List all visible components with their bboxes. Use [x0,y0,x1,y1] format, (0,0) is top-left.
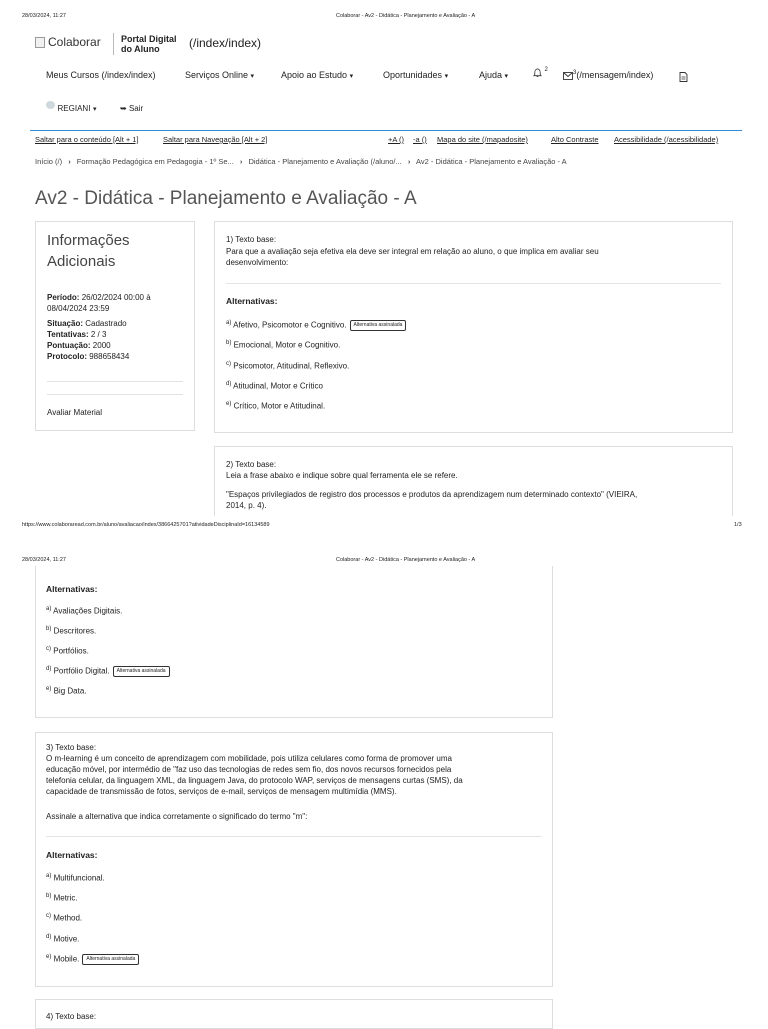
alternative-e[interactable]: $^{e)}$ Mobile. Alternativa assinalada [46,954,139,965]
alternative-c[interactable]: $^{c)}$ Psicomotor, Atitudinal, Reflexivo. [226,361,350,371]
alternatives-heading: Alternativas: [226,296,278,306]
alternative-c[interactable]: $^{c)}$ Portfólios. [46,646,89,656]
info-periodo: Período: 26/02/2024 00:00 à 08/04/2024 23:59 [47,293,151,313]
divider [113,33,114,55]
avaliar-material-link[interactable]: Avaliar Material [47,408,102,417]
print-date: 28/03/2024, 11:27 [22,13,66,19]
question-card-4 [35,999,553,1029]
question-1-text: Para que a avaliação seja efetiva ela deve ser integral em relação ao aluno, o que implica em avaliar seu desenvolvimento: [226,247,599,267]
breadcrumb-current: Av2 - Didática - Planejamento e Avaliação - A [416,157,567,166]
selected-badge: Alternativa assinalada [113,666,170,677]
breadcrumb-home[interactable]: Início (/) [35,157,63,166]
question-3-instruction: Assinale a alternativa que indica corretamente o significado do termo "m": [46,812,308,821]
document-icon[interactable] [679,69,688,87]
alternative-c[interactable]: $^{c)}$ Method. [46,913,83,923]
question-3-text: O m-learning é um conceito de aprendizagem com mobilidade, pois utiliza celulares como forma de promover uma educação móvel, por intermédio de "faz uso das tecnologias de redes sem fio, dos novos recursos fornecidos pela telefonia celular, da linguagem XML, da linguagem Java, do protocolo WAP, serviços de mensagens curtas (SMS), da capacidade de transmissão de fotos, serviços de e-mail, serviços de mensagem multimídia (MMS). [46,754,463,796]
chevron-right-icon: › [239,157,243,166]
nav-meus-cursos[interactable]: Meus Cursos (/index/index) [46,70,156,80]
alternative-e[interactable]: $^{e)}$ Crítico, Motor e Atitudinal. [226,401,326,411]
alternative-d[interactable]: $^{d)}$ Atitudinal, Motor e Crítico [226,381,323,391]
breadcrumb [35,157,567,166]
alternative-d[interactable]: $^{d)}$ Motive. [46,934,80,944]
print-footer-url: https://www.colaboraread.com.br/aluno/avaliacao/index/3866425701?atividadeDisciplinaId=16134589 [22,522,270,528]
question-card-2-continued [35,566,553,718]
selected-badge: Alternativa assinalada [350,320,407,331]
print-title: Colaborar - Av2 - Didática - Planejamento e Avaliação - A [336,557,476,563]
caret-down-icon: ▾ [92,106,97,113]
question-2-text: Leia a frase abaixo e indique sobre qual ferramenta ele se refere. [226,471,458,480]
info-tentativas: Tentativas: 2 / 3 [47,330,107,339]
envelope-icon [563,72,573,80]
alternative-b[interactable]: $^{b)}$ Descritores. [46,626,97,636]
caret-down-icon: ▾ [444,73,449,80]
accessibility-link[interactable]: Acessibilidade (/acessibilidade) [614,135,719,144]
alternative-b[interactable]: $^{b)}$ Emocional, Motor e Cognitivo. [226,340,341,350]
broken-image-icon [35,37,45,48]
print-date: 28/03/2024, 11:27 [22,557,66,563]
skip-content-link[interactable]: Saltar para o conteúdo [Alt + 1] [35,135,139,144]
alternative-a[interactable]: $^{a)}$ Multifuncional. [46,873,105,883]
divider [46,836,541,837]
divider [47,381,183,382]
breadcrumb-discipline[interactable]: Didática - Planejamento e Avaliação (/aluno/... [248,157,402,166]
skip-nav-link[interactable]: Saltar para Navegação [Alt + 2] [163,135,268,144]
print-footer-page: 1/3 [734,522,742,528]
caret-down-icon: ▾ [349,73,354,80]
user-menu[interactable]: REGIANI ▾ [46,103,96,113]
question-2-quote: "Espaços privilegiados de registro dos processos e produtos da aprendizagem num determinado contexto" (VIEIRA, 2014, p. 4). [226,490,638,510]
notifications-button[interactable]: 2 [533,67,548,78]
question-3-header: 3) Texto base: [46,743,97,752]
info-title: Informações Adicionais [47,232,130,270]
page-title: Av2 - Didática - Planejamento e Avaliação - A [35,188,417,209]
alternatives-heading: Alternativas: [46,584,98,594]
avatar [46,101,55,109]
alternative-d[interactable]: $^{d)}$ Portfólio Digital. Alternativa assinalada [46,666,170,677]
question-1-header: 1) Texto base: [226,235,277,244]
logout-button[interactable]: ➥ Sair [120,104,144,113]
sitemap-link[interactable]: Mapa do site (/mapadosite) [437,135,528,144]
accessibility-divider [30,130,742,131]
bell-icon [533,68,542,78]
logo-alt-text: Colaborar [48,35,101,49]
caret-down-icon: ▾ [250,73,255,80]
info-situacao: Situação: Cadastrado [47,319,127,328]
messages-button[interactable]: $^3$(/mensagem/index) [563,70,653,80]
nav-ajuda[interactable]: Ajuda ▾ [479,70,509,80]
sign-out-icon: ➥ [120,104,127,113]
chevron-right-icon: › [68,157,71,166]
portal-link[interactable]: (/index/index) [189,36,262,50]
alternative-e[interactable]: $^{e)}$ Big Data. [46,686,87,696]
nav-oportunidades[interactable]: Oportunidades ▾ [383,70,449,80]
info-pontuacao: Pontuação: 2000 [47,341,111,350]
chevron-right-icon: › [407,157,411,166]
nav-servicos-online[interactable]: Serviços Online ▾ [185,70,255,80]
info-protocolo: Protocolo: 988658434 [47,352,130,361]
alternative-b[interactable]: $^{b)}$ Metric. [46,893,78,903]
font-decrease-link[interactable]: -a () [413,135,427,144]
question-4-header: 4) Texto base: [46,1012,97,1021]
alternatives-heading: Alternativas: [46,850,98,860]
divider [226,283,721,284]
alternative-a[interactable]: $^{a)}$ Avaliações Digitais. [46,606,123,616]
caret-down-icon: ▾ [504,73,509,80]
logo[interactable] [35,35,105,49]
question-2-header: 2) Texto base: [226,460,277,469]
print-title: Colaborar - Av2 - Didática - Planejamento e Avaliação - A [336,13,476,19]
alternative-a[interactable]: $^{a)}$ Afetivo, Psicomotor e Cognitivo. Alternativa assinalada [226,320,406,331]
selected-badge: Alternativa assinalada [82,954,139,965]
divider [47,394,183,395]
high-contrast-link[interactable]: Alto Contraste [551,135,599,144]
breadcrumb-course[interactable]: Formação Pedagógica em Pedagogia - 1º Se... [76,157,234,166]
nav-apoio-estudo[interactable]: Apoio ao Estudo ▾ [281,70,354,80]
portal-title: Portal Digital do Aluno [121,34,177,54]
font-increase-link[interactable]: +A () [388,135,405,144]
